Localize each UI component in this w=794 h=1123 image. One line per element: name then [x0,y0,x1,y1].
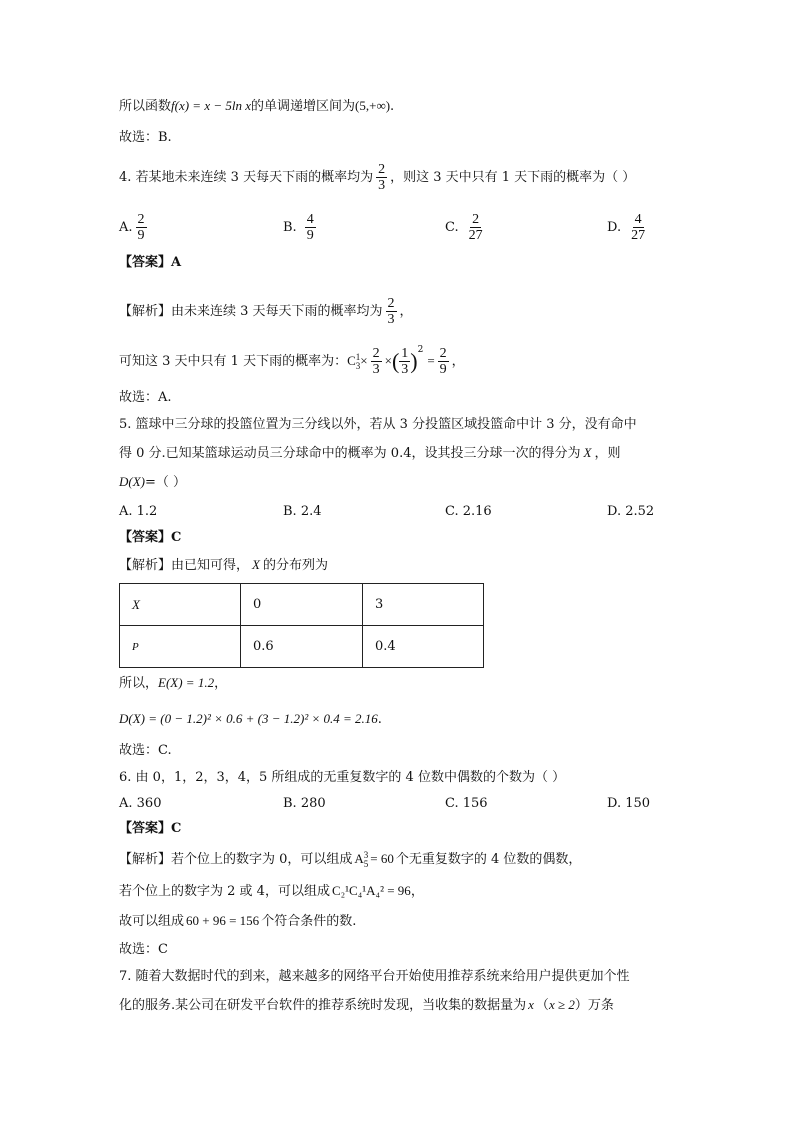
q6-option-c: C. 156 [445,796,488,811]
combination-symbol: C 1 3 [347,352,361,372]
q5-expectation: 所以，E(X) = 1.2， [119,675,228,691]
line-monotone-interval [119,96,394,117]
q5-option-b: B. 2.4 [283,504,322,519]
q4-option-b: B. $\frac{4}{9}$ [283,212,314,243]
distribution-table [119,583,484,668]
text: 的单调递增区间为 [251,99,356,114]
q6-explanation-3: 故可以组成 60 + 96 = 156 个符合条件的数. [119,913,357,929]
q4-calculation: 可知这 3 天中只有 1 天下雨的概率为：C 1 3 × $\frac{2}{3}$ ×( $\frac{1}{3}$ )$^2$= $\frac{2}{9}$ ， [119,344,465,377]
question-text: 4. 若某地未来连续 3 天每天下雨的概率均为 [119,170,374,185]
text: . [390,99,395,114]
q5-line-2: 得 0 分.已知某篮球运动员三分球命中的概率为 0.4，设其投三分球一次的得分为 X ，则 [119,445,621,461]
q4-answer: 【答案】A [119,255,182,270]
table-row [120,626,484,668]
q5-line-1: 5. 篮球中三分球的投篮位置为三分线以外，若从 3 分投篮区域投篮命中计 3 分，没有命中 [119,417,637,432]
table-cell: 0 [241,584,363,626]
q6-line-1: 6. 由 0，1，2，3，4，5 所组成的无重复数字的 4 位数中偶数的个数为（ ） [119,770,566,785]
function-expression: f(x) = x − 5ln x [171,98,252,113]
q6-explanation-2: 若个位上的数字为 2 或 4，可以组成 C₂¹C₄¹A₄² = 96， [119,883,424,899]
fraction: $\frac{2}{3}$ [378,162,386,193]
q6-option-d: D. 150 [607,796,651,811]
q4-option-d: D. $\frac{4}{27}$ [607,212,646,243]
table-cell: 0.4 [363,626,484,668]
q4-explanation: 【解析】由未来连续 3 天每天下雨的概率均为 $\frac{2}{3}$ ， [119,296,413,327]
q6-option-a: A. 360 [119,796,162,811]
q7-line-1: 7. 随着大数据时代的到来，越来越多的网络平台开始使用推荐系统来给用户提供更加个性 [119,969,630,984]
q6-choose: 故选：C [119,942,168,957]
q7-line-2: 化的服务.某公司在研发平台软件的推荐系统时发现，当收集的数据量为 x （x ≥ 2）万条 [119,997,614,1013]
table-cell: 3 [363,584,484,626]
q5-option-c: C. 2.16 [445,504,492,519]
table-cell: 0.6 [241,626,363,668]
table-cell: P [120,626,241,668]
q5-variance: D(X) = (0 − 1.2)² × 0.6 + (3 − 1.2)² × 0.4 = 2.16. [119,711,382,727]
text: 所以函数 [119,99,172,114]
table-cell: X [120,584,241,626]
q5-option-a: A. 1.2 [119,504,158,519]
q6-explanation-1: 【解析】若个位上的数字为 0，可以组成 A 3 5 = 60 个无重复数字的 4 位数的偶数， [119,849,582,869]
q5-choose: 故选：C. [119,743,172,758]
choose-line-prev: 故选：B. [119,130,172,145]
q5-answer: 【答案】C [119,530,182,545]
q5-line-3: D(X)=（ ） [119,474,187,490]
table-row [120,584,484,626]
q4-option-c: C. $\frac{2}{27}$ [445,212,483,243]
question-text: ，则这 3 天中只有 1 天下雨的概率为（ ） [390,170,636,185]
q5-explanation: 【解析】由已知可得， X 的分布列为 [119,557,328,573]
interval-expression: (5,+∞) [355,98,391,113]
q4-option-a: A. $\frac{2}{9}$ [119,212,145,243]
question-4 [119,162,635,193]
q4-choose: 故选：A. [119,390,172,405]
q6-option-b: B. 280 [283,796,326,811]
q6-answer: 【答案】C [119,821,182,836]
q5-option-d: D. 2.52 [607,504,655,519]
